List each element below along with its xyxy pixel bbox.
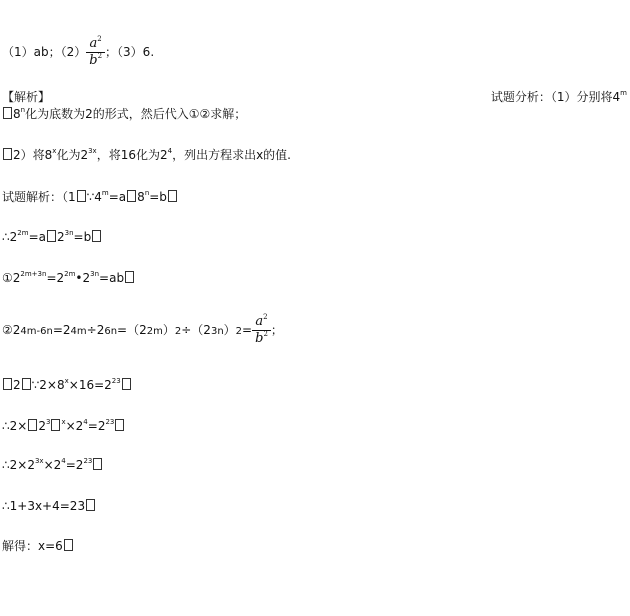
sol-l7-c: =2 (65, 458, 84, 472)
analysis-l1-b: 化为底数为2的形式，然后代入①②求解； (25, 107, 247, 121)
missing-glyph-box (125, 271, 134, 283)
sol-l6-exp2: x (61, 418, 66, 426)
sol-fraction-numerator: a (255, 314, 264, 329)
analysis-l1-a: 8 (13, 107, 21, 121)
missing-glyph-box (115, 419, 124, 431)
analysis-l2-exp1: x (52, 147, 57, 155)
sol-l4-f: ÷（2 (181, 323, 211, 337)
sol-l2-exp2: 3n (64, 229, 74, 237)
sol-l4-i: ； (270, 323, 283, 337)
solution-line-1 (2, 189, 178, 205)
sol-l1-b: ∵4 (86, 190, 102, 204)
sol-l2-c: 2 (56, 230, 65, 244)
sol-l2-d: =b (73, 230, 92, 244)
analysis-l2-d: ，列出方程求出x的值. (172, 148, 291, 162)
sol-l1-exp1: m (101, 189, 109, 197)
missing-glyph-box (168, 190, 177, 202)
sol-l1-exp2: n (144, 189, 150, 197)
analysis-l2-exp2: 3x (88, 147, 97, 155)
sol-l4-a: ②2 (2, 323, 21, 337)
sol-l3-d: =ab (99, 271, 125, 285)
sol-l4-exp7: 2 (235, 326, 243, 337)
missing-glyph-box (3, 378, 12, 390)
missing-glyph-box (51, 419, 60, 431)
missing-glyph-box (64, 539, 73, 551)
sol-l3-exp3: 3n (90, 270, 100, 278)
sol-l6-exp3: 4 (83, 418, 88, 426)
sol-l7-exp3: 23 (83, 457, 93, 465)
solution-line-8 (2, 498, 96, 514)
analysis-intro-exponent: m (620, 89, 627, 97)
solution-line-6 (2, 418, 125, 434)
solution-fraction (252, 314, 271, 347)
sol-l3-exp1: 2m+3n (20, 270, 47, 278)
missing-glyph-box (3, 148, 12, 160)
sol-l6-a: ∴2× (2, 419, 28, 433)
analysis-l2-a: 2）将8 (13, 148, 53, 162)
analysis-line-2 (2, 147, 291, 163)
sol-l4-b: =2 (52, 323, 71, 337)
missing-glyph-box (3, 107, 12, 119)
sol-l6-exp1: 3 (45, 418, 51, 426)
sol-l3-exp2: 2m (64, 270, 76, 278)
sol-l6-d: =2 (87, 419, 106, 433)
missing-glyph-box (127, 190, 136, 202)
sol-l8-a: ∴1+3x+4=23 (2, 499, 86, 513)
answer-line (2, 36, 154, 69)
sol-l5-c: ×16=2 (68, 378, 112, 392)
sol-l5-b: ∵2×8 (31, 378, 65, 392)
sol-l7-exp2: 4 (61, 457, 66, 465)
sol-l4-exp4: 2m (146, 326, 163, 337)
missing-glyph-box (22, 378, 31, 390)
missing-glyph-box (77, 190, 86, 202)
analysis-l2-b: 化为2 (56, 148, 89, 162)
analysis-intro-text: 试题分析：（1）分别将4 (490, 90, 621, 104)
sol-l2-a: ∴2 (2, 230, 18, 244)
sol-l4-exp5: 2 (174, 326, 182, 337)
numerator-exponent: 2 (97, 35, 102, 43)
solution-line-9 (2, 538, 74, 554)
sol-l4-g: ） (223, 323, 236, 337)
sol-l3-a: ①2 (2, 271, 21, 285)
sol-l5-a: 2 (13, 378, 21, 392)
missing-glyph-box (86, 499, 95, 511)
sol-denominator-exponent: 2 (263, 330, 268, 338)
solution-line-7 (2, 457, 103, 473)
fraction-numerator: a (89, 36, 98, 51)
missing-glyph-box (92, 230, 101, 242)
sol-l6-c: ×2 (65, 419, 84, 433)
sol-l2-exp1: 2m (17, 229, 29, 237)
missing-glyph-box (47, 230, 56, 242)
sol-l2-b: =a (28, 230, 46, 244)
sol-l3-b: =2 (46, 271, 65, 285)
fraction-denominator: b (89, 53, 98, 68)
analysis-line-1 (2, 106, 246, 122)
sol-l6-exp4: 23 (105, 418, 115, 426)
sol-l1-d: 8 (137, 190, 145, 204)
analysis-l1-exp: n (20, 106, 26, 114)
answer-fraction (86, 36, 105, 69)
sol-l9-a: 解得：x=6 (2, 539, 63, 553)
solution-line-3 (2, 270, 135, 286)
analysis-l2-c: ，将16化为2 (96, 148, 168, 162)
sol-l5-exp1: x (64, 377, 69, 385)
denominator-exponent: 2 (97, 52, 103, 60)
sol-l4-exp2: 4m (70, 326, 87, 337)
sol-l7-a: ∴2×2 (2, 458, 35, 472)
sol-l4-exp1: 4m-6n (20, 326, 53, 337)
sol-l4-c: ÷2 (86, 323, 105, 337)
sol-l4-e: ） (162, 323, 175, 337)
solution-line-5 (2, 377, 132, 393)
missing-glyph-box (122, 378, 131, 390)
sol-l7-exp1: 3x (34, 457, 44, 465)
analysis-l2-exp3: 4 (167, 147, 173, 155)
sol-fraction-denominator: b (255, 331, 264, 346)
sol-l4-exp3: 6n (104, 326, 118, 337)
sol-l4-exp6: 3n (210, 326, 224, 337)
sol-l1-e: =b (149, 190, 167, 204)
sol-l1-a: 试题解析：（1 (2, 190, 76, 204)
sol-l4-h: = (242, 323, 253, 337)
missing-glyph-box (28, 419, 37, 431)
analysis-intro (491, 89, 627, 105)
sol-numerator-exponent: 2 (263, 313, 268, 321)
answer-part1: （1）ab；（2） (2, 45, 87, 59)
missing-glyph-box (93, 458, 102, 470)
sol-l4-d: =（2 (117, 323, 147, 337)
answer-part3: ；（3）6. (105, 45, 155, 59)
sol-l5-exp2: 23 (111, 377, 121, 385)
sol-l1-c: =a (108, 190, 127, 204)
sol-l6-b: 2 (38, 419, 46, 433)
sol-l3-c: •2 (75, 271, 91, 285)
solution-line-4 (2, 312, 283, 350)
sol-l7-b: ×2 (43, 458, 62, 472)
analysis-heading: 【解析】 (2, 90, 51, 104)
solution-line-2 (2, 229, 102, 245)
